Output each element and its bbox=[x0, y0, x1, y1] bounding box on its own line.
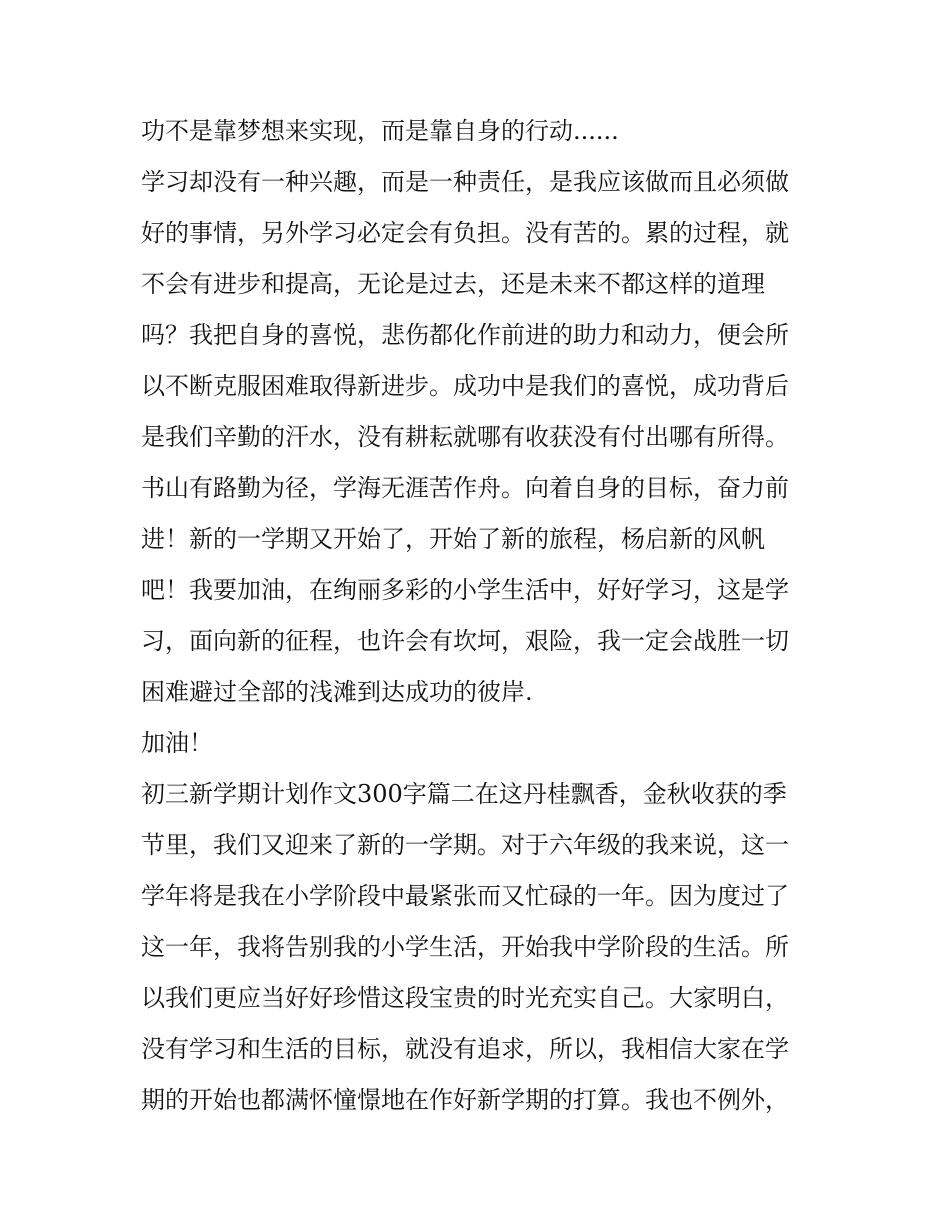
text-line: 加油！ bbox=[141, 729, 213, 757]
text-line: 学习却没有一种兴趣，而是一种责任，是我应该做而且必须做 bbox=[141, 168, 789, 196]
text-line: 以我们更应当好好珍惜这段宝贵的时光充实自己。大家明白， bbox=[141, 984, 789, 1012]
text-line: 书山有路勤为径，学海无涯苦作舟。向着自身的目标，奋力前 bbox=[141, 474, 789, 502]
text-line: 没有学习和生活的目标，就没有追求，所以，我相信大家在学 bbox=[141, 1035, 789, 1063]
document-body bbox=[141, 106, 821, 1126]
text-line: 学年将是我在小学阶段中最紧张而又忙碌的一年。因为度过了 bbox=[141, 882, 789, 910]
text-line: 功不是靠梦想来实现，而是靠自身的行动...... bbox=[141, 117, 619, 145]
text-line: 吧！我要加油，在绚丽多彩的小学生活中，好好学习，这是学 bbox=[141, 576, 789, 604]
text-line: 期的开始也都满怀憧憬地在作好新学期的打算。我也不例外， bbox=[141, 1086, 789, 1114]
text-line: 初三新学期计划作文300字篇二在这丹桂飘香，金秋收获的季 bbox=[141, 780, 787, 808]
text-line: 不会有进步和提高，无论是过去，还是未来不都这样的道理 bbox=[141, 270, 765, 298]
text-line: 好的事情，另外学习必定会有负担。没有苦的。累的过程，就 bbox=[141, 219, 789, 247]
text-line: 以不断克服困难取得新进步。成功中是我们的喜悦，成功背后 bbox=[141, 372, 789, 400]
text-line: 这一年，我将告别我的小学生活，开始我中学阶段的生活。所 bbox=[141, 933, 789, 961]
text-line: 进！新的一学期又开始了，开始了新的旅程，杨启新的风帆 bbox=[141, 525, 765, 553]
text-line: 吗？我把自身的喜悦，悲伤都化作前进的助力和动力，便会所 bbox=[141, 321, 789, 349]
text-line: 节里，我们又迎来了新的一学期。对于六年级的我来说，这一 bbox=[141, 831, 789, 859]
text-line: 是我们辛勤的汗水，没有耕耘就哪有收获没有付出哪有所得。 bbox=[141, 423, 789, 451]
text-line: 困难避过全部的浅滩到达成功的彼岸. bbox=[141, 678, 533, 706]
text-line: 习，面向新的征程，也许会有坎坷，艰险，我一定会战胜一切 bbox=[141, 627, 789, 655]
